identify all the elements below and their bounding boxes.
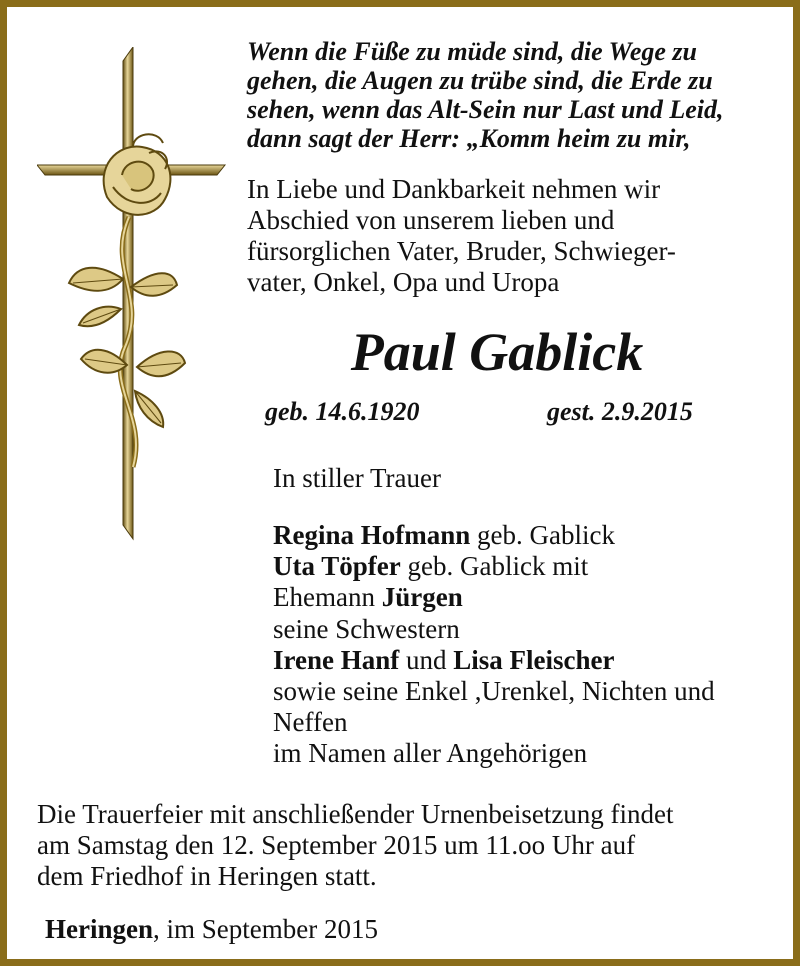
funeral-line: Die Trauerfeier mit anschließender Urnenbeisetzung findet — [37, 799, 674, 829]
funeral-line: dem Friedhof in Heringen statt. — [37, 861, 377, 891]
intro-line: fürsorglichen Vater, Bruder, Schwieger- — [247, 236, 676, 266]
family-member-name: Uta Töpfer — [273, 551, 401, 582]
poem-line: sehen, wenn das Alt-Sein nur Last und Leid, — [247, 95, 724, 124]
family-line: Neffen — [273, 707, 348, 738]
signoff-place: Heringen — [45, 914, 153, 944]
poem-line: Wenn die Füße zu müde sind, die Wege zu — [247, 37, 697, 66]
family-line-text: geb. Gablick — [470, 520, 615, 550]
signoff — [45, 914, 378, 945]
poem-line: gehen, die Augen zu trübe sind, die Erde zu — [247, 66, 713, 95]
cross-with-rose-icon — [37, 47, 237, 547]
intro-line: Abschied von unserem lieben und — [247, 205, 615, 235]
family-line: seine Schwestern — [273, 613, 460, 644]
family-line: im Namen aller Angehörigen — [273, 738, 588, 769]
family-member-name: Jürgen — [381, 582, 463, 613]
family-line-text: geb. Gablick mit — [400, 551, 589, 582]
family-line — [273, 582, 793, 613]
family-line — [273, 551, 793, 582]
intro-line: In Liebe und Dankbarkeit nehmen wir — [247, 174, 661, 204]
intro-line: vater, Onkel, Opa und Uropa — [247, 267, 560, 297]
funeral-notice — [37, 799, 797, 892]
family-member-name: Regina Hofmann — [273, 520, 471, 550]
family-line-text: und — [399, 644, 454, 675]
deceased-name: Paul Gablick — [350, 322, 644, 382]
death-date: gest. 2.9.2015 — [547, 397, 693, 426]
birth-date: geb. 14.6.1920 — [265, 397, 420, 426]
family-member-name: Lisa Fleischer — [453, 644, 615, 675]
family-line-text: Ehemann — [273, 582, 382, 613]
family-line — [273, 645, 793, 676]
intro-text — [247, 174, 792, 298]
family-member-name: Irene Hanf — [273, 644, 400, 675]
mourning-heading: In stiller Trauer — [273, 463, 441, 493]
funeral-line: am Samstag den 12. September 2015 um 11.oo Uhr auf — [37, 830, 636, 860]
family-list — [273, 520, 793, 770]
poem — [247, 37, 787, 153]
family-line — [273, 520, 793, 551]
family-line: sowie seine Enkel ,Urenkel, Nichten und — [273, 676, 715, 707]
poem-line: dann sagt der Herr: „Komm heim zu mir, — [247, 124, 691, 153]
signoff-date: , im September 2015 — [153, 914, 378, 944]
